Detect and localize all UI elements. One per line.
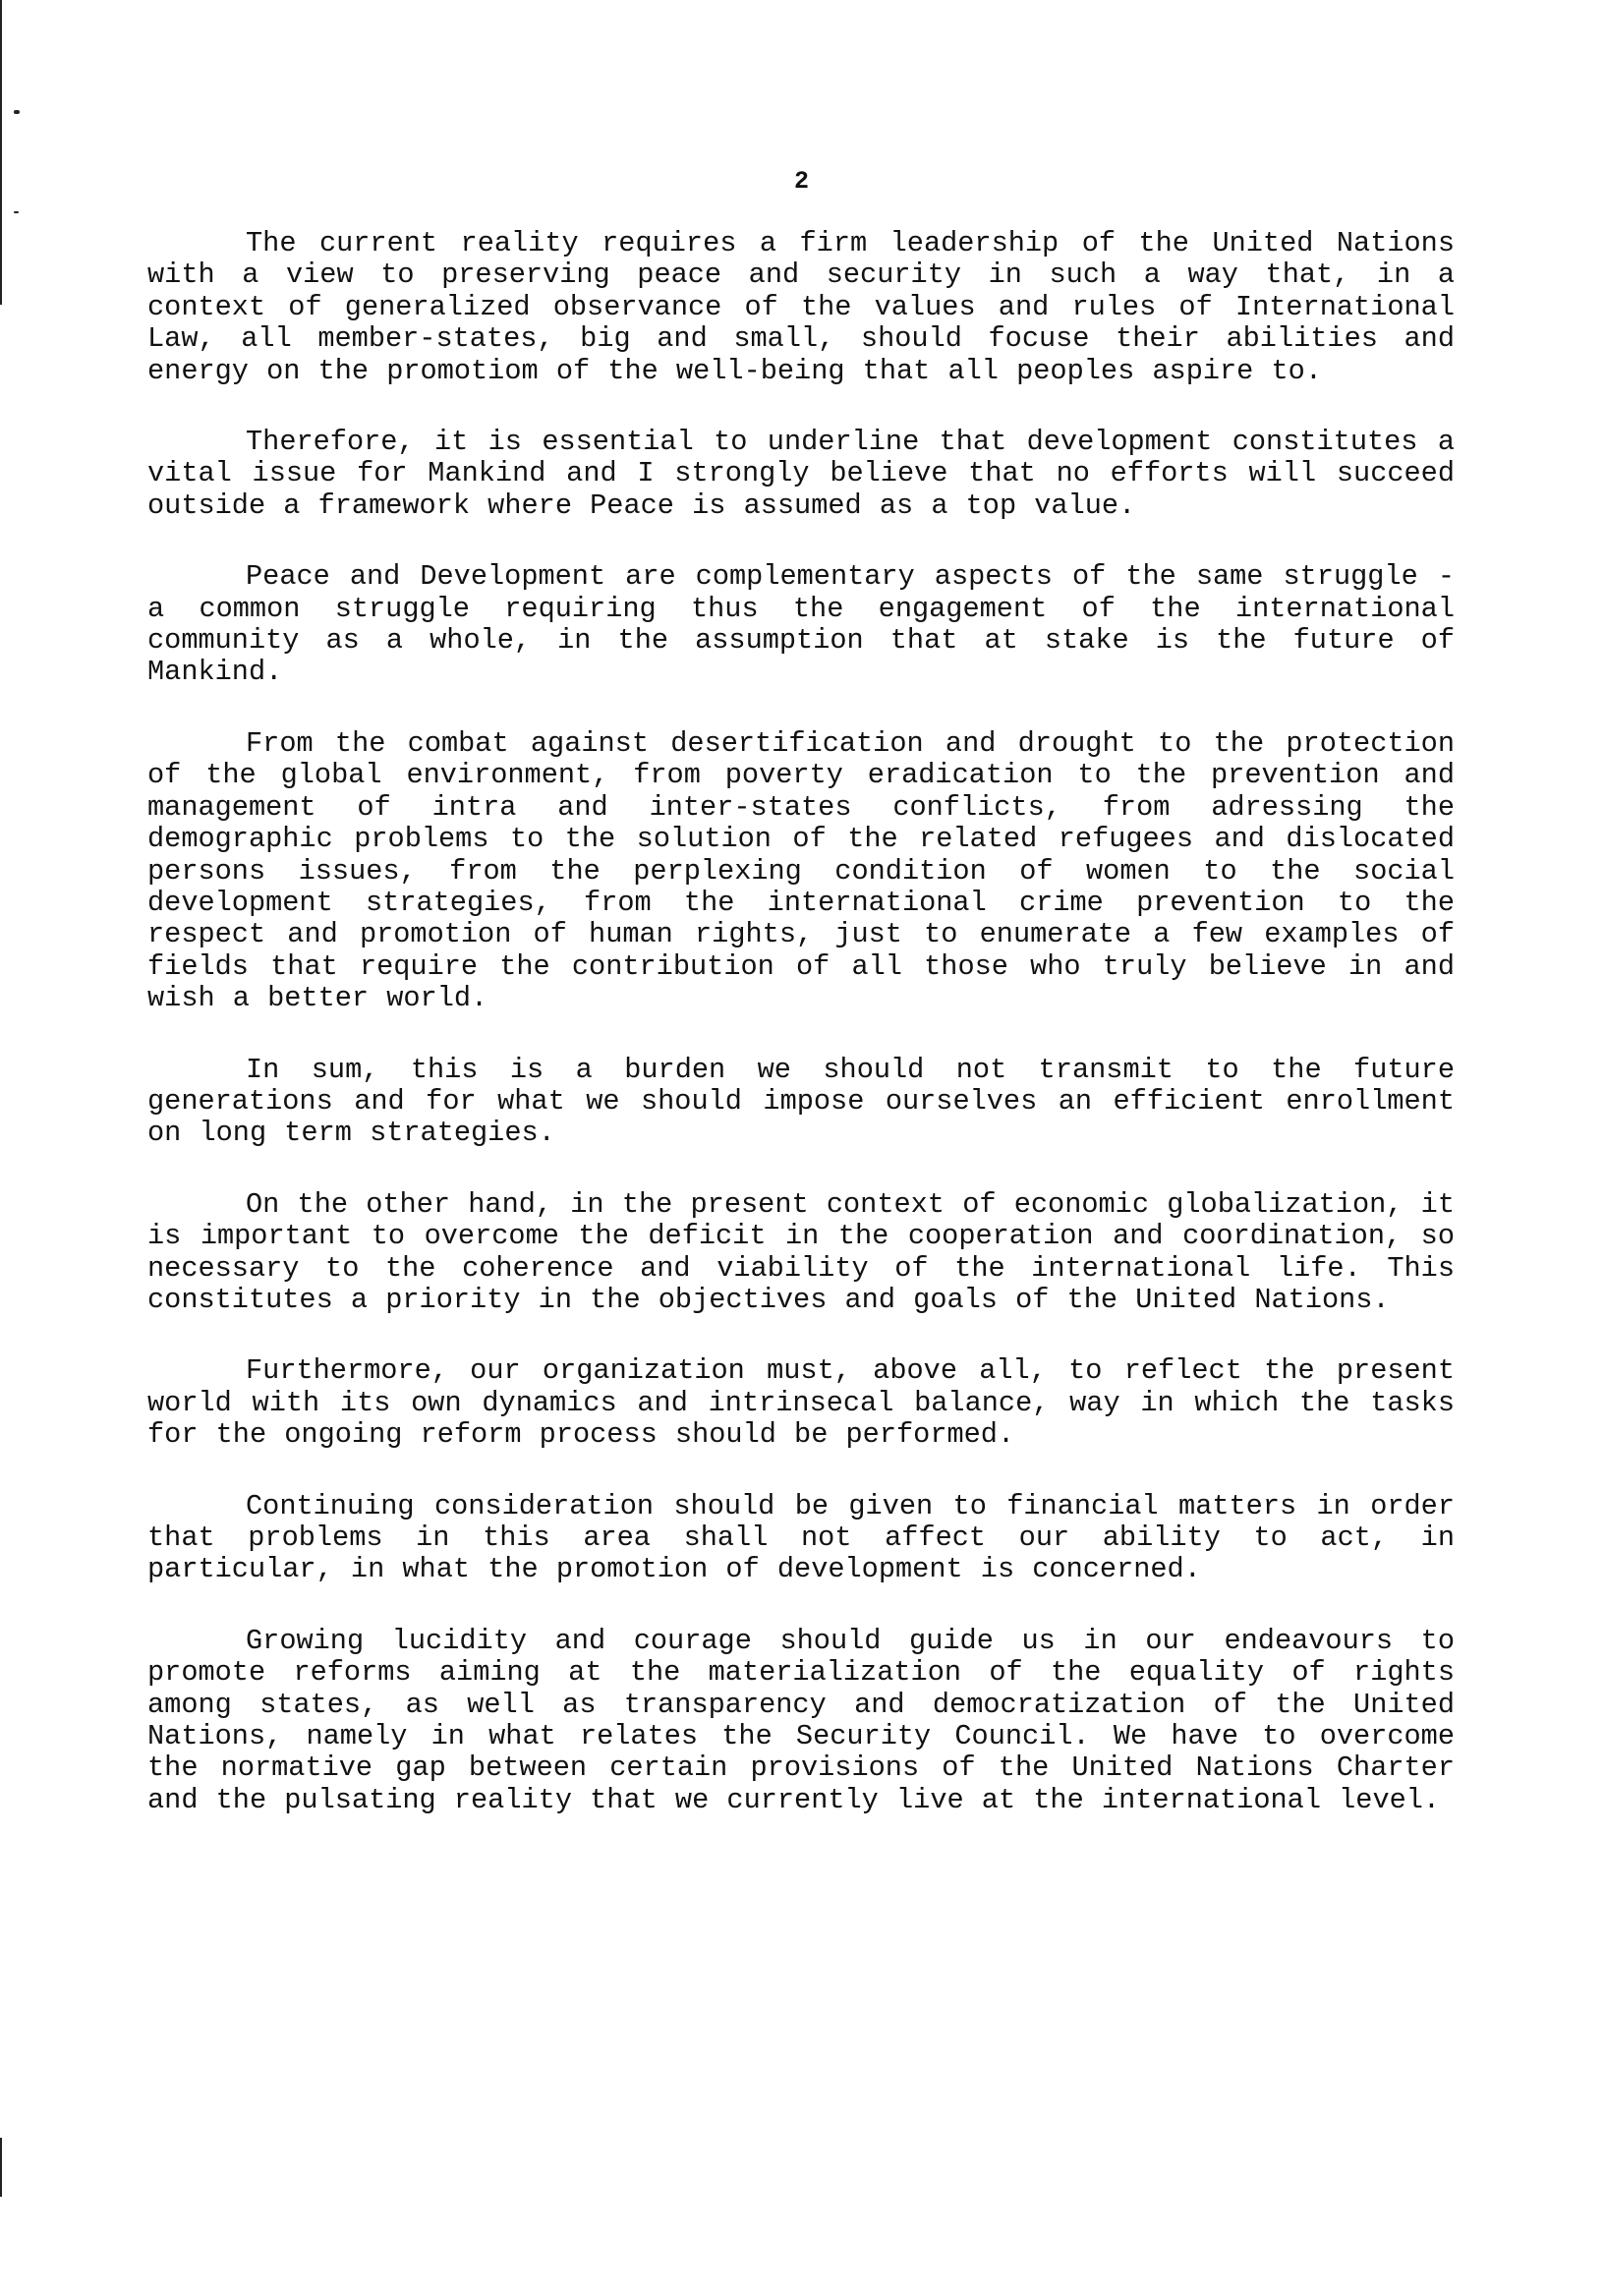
document-body <box>147 228 1455 1856</box>
paragraph: From the combat against desertification and drought to the protection of the global environment, from poverty eradication to the prevention and management of intra and inter-states conflicts, from adressing the demographic problems to the solution of the related refugees and dislocated persons issues, from the perplexing condition of women to the social development strategies, from the international crime prevention to the respect and promotion of human rights, just to enumerate a few examples of fields that require the contribution of all those who truly believe in and wish a better world. <box>147 726 1455 1015</box>
paragraph: In sum, this is a burden we should not transmit to the future generations and for what we should impose ourselves an efficient enrollment on long term strategies. <box>147 1053 1455 1150</box>
scan-speck <box>14 211 19 213</box>
paragraph: On the other hand, in the present context of economic globalization, it is important to overcome the deficit in the cooperation and coordination, so necessary to the coherence and viability of the international life. This constitutes a priority in the objectives and goals of the United Nations. <box>147 1187 1455 1316</box>
scan-edge-mark <box>0 0 2 305</box>
paragraph: Furthermore, our organization must, above all, to reflect the present world with its own dynamics and intrinsecal balance, way in which the tasks for the ongoing reform process should be performed. <box>147 1354 1455 1452</box>
scan-speck <box>14 110 20 114</box>
scan-edge-mark <box>0 2138 2 2197</box>
paragraph: Continuing consideration should be given to financial matters in order that problems in this area shall not affect our ability to act, in particular, in what the promotion of development is concerned. <box>147 1489 1455 1586</box>
paragraph: The current reality requires a firm leadership of the United Nations with a view to preserving peace and security in such a way that, in a context of generalized observance of the values and rules of International Law, all member-states, big and small, should focuse their abilities and energy on the promotiom of the well-being that all peoples aspire to. <box>147 227 1455 387</box>
paragraph: Therefore, it is essential to underline that development constitutes a vital issue for Mankind and I strongly believe that no efforts will succeed outside a framework where Peace is assumed as a top value. <box>147 426 1455 522</box>
paragraph: Peace and Development are complementary aspects of the same struggle - a common struggle requiring thus the engagement of the international community as a whole, in the assumption that at stake is the future of Mankind. <box>147 560 1455 689</box>
page-number: 2 <box>793 167 810 196</box>
paragraph: Growing lucidity and courage should guide us in our endeavours to promote reforms aiming at the materialization of the equality of rights among states, as well as transparency and democratization of the United Nations, namely in what relates the Security Council. We have to overcome the normative gap between certain provisions of the United Nations Charter and the pulsating reality that we currently live at the international level. <box>147 1624 1455 1816</box>
